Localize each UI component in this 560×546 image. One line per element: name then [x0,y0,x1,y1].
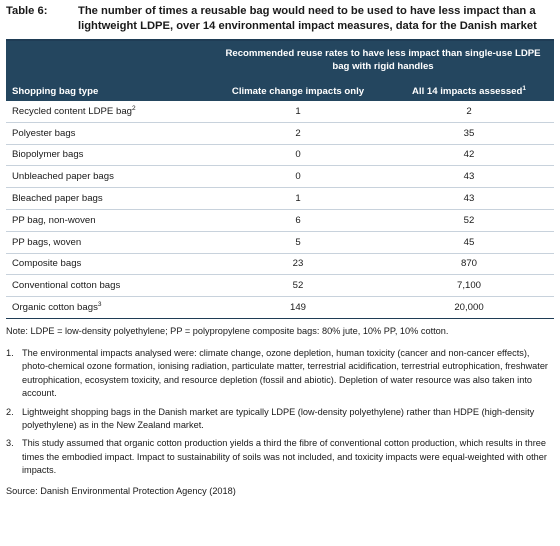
table-row [6,122,554,144]
footnote-number: 2. [6,406,14,417]
footnote-text: Lightweight shopping bags in the Danish market are typically LDPE (low-density polyethylene) rather than HDPE (high-density polyethylene) as in the New Zealand market. [22,406,535,430]
column-header-all-impacts [384,78,554,101]
climate-value-cell: 6 [212,209,384,231]
footnote-text: This study assumed that organic cotton production yields a third the fibre of conventional cotton production, which results in three times the embodied impact. Impact to sustainability of soils was not included, and toxicity impacts were equal-weighted with other impacts. [22,438,547,476]
bag-type-cell: Organic cotton bags$^3$ [6,297,212,319]
bag-type-cell: PP bags, woven [6,231,212,253]
footnote-item [6,406,554,433]
bag-type-cell: Recycled content LDPE bag$^2$ [6,101,212,123]
column-header-bag-type: Shopping bag type [6,78,212,101]
climate-value-cell: 23 [212,253,384,275]
footnote-item [6,437,554,477]
table-note: Note: LDPE = low-density polyethylene; PP = polypropylene composite bags: 80% jute, 10% PP, 10% cotton. [6,325,449,336]
table-title: The number of times a reusable bag would need to be used to have less impact than a lightweight LDPE, over 14 environmental impact measures, data for the Danish market [78,5,537,32]
climate-value-cell: 149 [212,297,384,319]
column-header-all-impacts-label: All 14 impacts assessed [411,85,523,97]
group-header-row [6,41,554,78]
table-row [6,144,554,166]
table-row [6,209,554,231]
document-page [6,4,554,498]
footnote-marker: 2 [132,104,136,112]
all-impacts-value-cell: 35 [384,122,554,144]
all-impacts-value-cell: 870 [384,253,554,275]
all-impacts-value-cell: 45 [384,231,554,253]
bag-type-cell: Bleached paper bags [6,188,212,210]
table-caption [6,4,554,34]
table-row [6,101,554,123]
climate-value-cell: 5 [212,231,384,253]
footnote-text: The environmental impacts analysed were: climate change, ozone depletion, human toxicity (cancer and non-cancer effects), photo-chemical ozone formation, ionising radiation, particulate matter, terrestrial acidification, terrestrial eutrophication, freshwater eutrophication, ecosystem toxicity, and resource depletion (fossil and abiotic). Depletion of water resource was also taken into account. [22,347,548,399]
table-row [6,188,554,210]
bag-type-cell: Conventional cotton bags [6,275,212,297]
footnote-list [6,347,554,478]
bag-type-cell: Composite bags [6,253,212,275]
bag-type-cell: Unbleached paper bags [6,166,212,188]
table-row [6,166,554,188]
bag-type-cell: Polyester bags [6,122,212,144]
group-header: Recommended reuse rates to have less impact than single-use LDPE bag with rigid handles [212,41,554,78]
all-impacts-value-cell: 20,000 [384,297,554,319]
all-impacts-value-cell: 43 [384,166,554,188]
footnote-number: 3. [6,438,14,449]
bag-type-cell: Biopolymer bags [6,144,212,166]
table-row [6,297,554,319]
column-header-row [6,78,554,101]
bag-type-cell: PP bag, non-woven [6,209,212,231]
climate-value-cell: 2 [212,122,384,144]
group-header-spacer [6,41,212,78]
all-impacts-value-cell: 43 [384,188,554,210]
climate-value-cell: 52 [212,275,384,297]
all-impacts-value-cell: 52 [384,209,554,231]
footnote-marker: 3 [97,301,102,309]
climate-value-cell: 1 [212,101,384,123]
reuse-rates-table [6,41,554,319]
climate-value-cell: 0 [212,144,384,166]
table-number: Table 6: [6,5,48,17]
all-impacts-value-cell: 2 [384,101,554,123]
climate-value-cell: 1 [212,188,384,210]
source-line: Source: Danish Environmental Protection Agency (2018) [6,485,236,496]
table-row [6,275,554,297]
footnote-number: 1. [6,347,14,358]
column-header-climate: Climate change impacts only [212,78,384,101]
footnote-item [6,347,554,401]
all-impacts-value-cell: 7,100 [384,275,554,297]
table-row [6,231,554,253]
all-impacts-value-cell: 42 [384,144,554,166]
climate-value-cell: 0 [212,166,384,188]
footnote-marker: 1 [522,84,527,92]
table-row [6,253,554,275]
table-body [6,101,554,319]
